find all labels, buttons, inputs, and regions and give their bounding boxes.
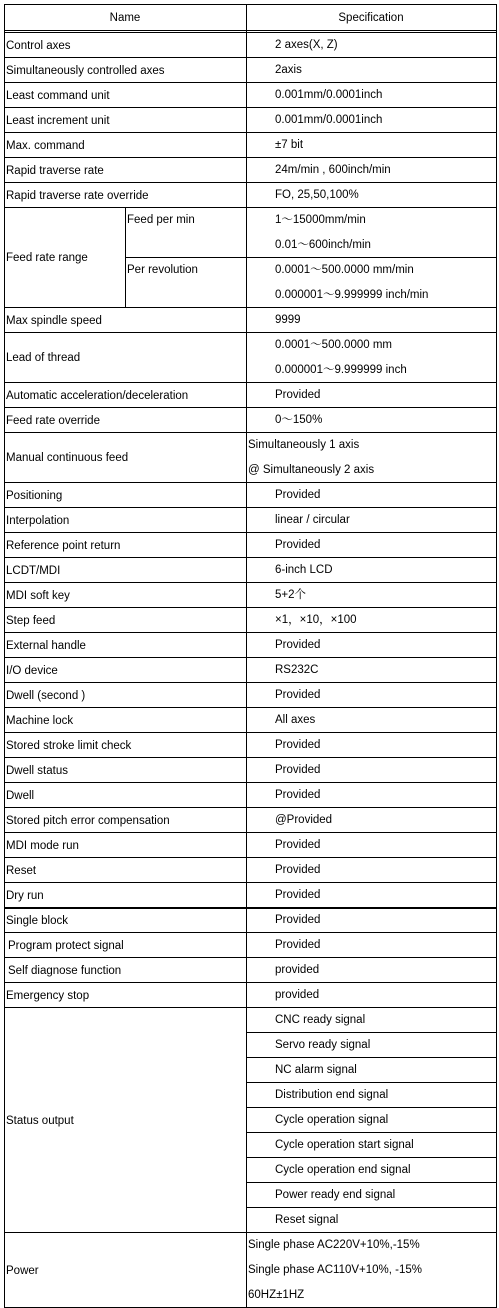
spec-value: provided [275,989,320,1001]
row-name: Program protect signal [8,939,124,952]
spec-value: @Provided [275,814,333,826]
spec-value: linear / circular [275,514,350,526]
grid-line [246,1032,497,1033]
row-name: Least command unit [6,89,110,102]
spec-value: Provided [275,839,321,851]
grid-line [4,407,497,408]
grid-line [4,957,497,958]
grid-line [4,4,497,5]
spec-value: Single phase AC110V+10%, -15% [248,1264,423,1276]
spec-value: 0.0001～500.0000 mm/min [275,264,414,276]
spec-value: Provided [275,789,321,801]
spec-value: Provided [275,939,321,951]
spec-value: 24m/min , 600inch/min [275,164,391,176]
header-specification: Specification [338,12,404,24]
spec-value: All axes [275,714,316,726]
spec-value: provided [275,964,320,976]
spec-value: Provided [275,914,321,926]
spec-value: Single phase AC220V+10%,-15% [248,1239,420,1251]
row-name: Stored pitch error compensation [6,814,170,827]
row-name: Feed rate override [6,414,100,427]
grid-line [125,257,497,258]
grid-line [4,482,497,483]
grid-line [246,1082,497,1083]
spec-value: Provided [275,389,321,401]
grid-line [4,182,497,183]
grid-line [4,30,497,31]
spec-value: 6-inch LCD [275,564,333,576]
header-name: Name [109,12,141,24]
spec-value: 0.000001～9.999999 inch/min [275,289,429,301]
row-name: Control axes [6,39,71,52]
spec-value: 2 axes(X, Z) [275,39,338,51]
row-name: Feed rate range [6,252,88,264]
row-name: Single block [6,914,69,927]
grid-line [4,307,497,308]
grid-line [125,207,126,308]
grid-line [246,1207,497,1208]
grid-line [496,4,497,1308]
grid-line [4,657,497,658]
spec-value: 0.001mm/0.0001inch [275,114,383,126]
grid-line [4,382,497,383]
spec-value: CNC ready signal [275,1014,366,1026]
grid-line [4,582,497,583]
grid-line [4,507,497,508]
spec-value: Provided [275,489,321,501]
row-name: Dwell status [6,764,68,777]
grid-line [4,782,497,783]
spec-value: FO, 25,50,100% [275,189,359,201]
spec-value: Reset signal [275,1214,339,1226]
row-name: MDI soft key [6,589,70,602]
spec-value: Provided [275,764,321,776]
spec-value: Provided [275,639,321,651]
grid-line [4,432,497,433]
row-name: MDI mode run [6,839,79,852]
spec-value: NC alarm signal [275,1064,357,1076]
grid-line [246,1132,497,1133]
grid-line [4,857,497,858]
row-name: Dwell (second ) [6,689,86,702]
spec-value: 2axis [275,64,302,76]
row-name: Rapid traverse rate override [6,189,149,202]
grid-line [4,132,497,133]
row-name: Automatic acceleration/deceleration [6,389,189,402]
spec-value: ±7 bit [275,139,304,151]
row-name: Machine lock [6,714,74,727]
row-name: Step feed [6,614,56,627]
row-name: Max spindle speed [6,314,102,327]
spec-value: ×1，×10，×100 [275,614,357,626]
row-name: Status output [6,1114,74,1127]
grid-line [4,607,497,608]
grid-line [4,32,497,33]
spec-value: Cycle operation end signal [275,1164,411,1176]
spec-value: Cycle operation start signal [275,1139,414,1151]
spec-value: 0.000001～9.999999 inch [275,364,407,376]
spec-value: 5+2个 [275,589,307,601]
grid-line [4,807,497,808]
spec-value: Provided [275,689,321,701]
spec-value: 0～150% [275,414,323,426]
spec-value: 0.01～600inch/min [275,239,371,251]
sub-row-name: Per revolution [127,264,198,276]
grid-line [4,757,497,758]
row-name: Max. command [6,139,85,152]
row-name: Stored stroke limit check [6,739,132,752]
row-name: Dry run [6,889,44,902]
spec-value: Provided [275,864,321,876]
grid-line [4,332,497,333]
row-name: Reset [6,864,37,877]
spec-value: RS232C [275,664,319,676]
row-name: Positioning [6,489,63,502]
grid-line [4,907,497,909]
row-name: Lead of thread [6,352,81,364]
spec-value: 1～15000mm/min [275,214,366,226]
grid-line [246,4,247,1308]
spec-value: Provided [275,539,321,551]
grid-line [4,82,497,83]
grid-line [4,107,497,108]
row-name: Power [6,1264,39,1277]
row-name: I/O device [6,664,58,677]
spec-value: 60HZ±1HZ [248,1289,305,1301]
spec-value: 0.0001～500.0000 mm [275,339,392,351]
row-name: Dwell [6,789,35,802]
grid-line [4,707,497,708]
spec-value: 0.001mm/0.0001inch [275,89,383,101]
row-name: Least increment unit [6,114,110,127]
spec-value: Cycle operation signal [275,1114,389,1126]
grid-line [4,557,497,558]
spec-value: Provided [275,739,321,751]
spec-value: Servo ready signal [275,1039,371,1051]
row-name: Reference point return [6,539,121,552]
grid-line [4,532,497,533]
grid-line [4,157,497,158]
row-name: Interpolation [6,514,70,527]
grid-line [4,207,497,208]
grid-line [4,1232,497,1233]
row-name: LCDT/MDI [6,564,61,577]
spec-value: Distribution end signal [275,1089,389,1101]
grid-line [4,882,497,883]
spec-value: 9999 [275,314,301,326]
grid-line [246,1057,497,1058]
spec-value: Power ready end signal [275,1189,396,1201]
grid-line [4,732,497,733]
grid-line [246,1182,497,1183]
row-name: Emergency stop [6,989,90,1002]
sub-row-name: Feed per min [127,214,195,226]
row-name: Simultaneously controlled axes [6,64,165,77]
grid-line [4,982,497,983]
grid-line [246,1157,497,1158]
grid-line [246,1107,497,1108]
row-name: Self diagnose function [8,964,122,977]
grid-line [4,932,497,933]
spec-value: Provided [275,889,321,901]
grid-line [4,1007,497,1008]
grid-line [4,832,497,833]
row-name: Manual continuous feed [6,452,129,464]
grid-line [4,4,5,1308]
spec-value: @ Simultaneously 2 axis [248,464,375,476]
grid-line [4,682,497,683]
grid-line [4,57,497,58]
grid-line [4,632,497,633]
spec-value: Simultaneously 1 axis [248,439,360,451]
row-name: Rapid traverse rate [6,164,104,177]
row-name: External handle [6,639,86,652]
